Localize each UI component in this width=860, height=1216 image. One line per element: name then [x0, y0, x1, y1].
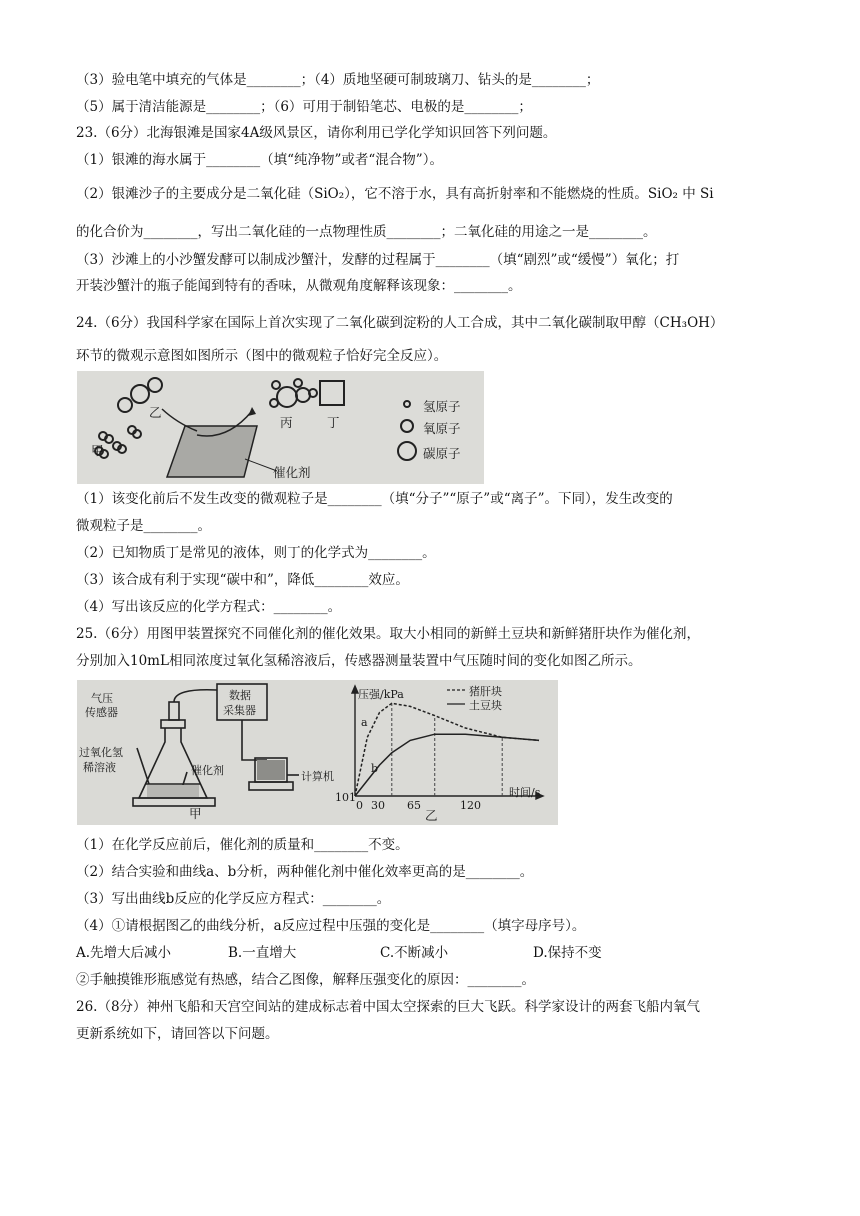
q26-stem-a: 26.（8分）神州飞船和天宫空间站的建成标志着中国太空探索的巨大飞跃。科学家设计的两套飞船内氧气 — [76, 999, 701, 1015]
q24-part2: （2）已知物质丁是常见的液体，则丁的化学式为________。 — [76, 545, 436, 561]
label-yi: 乙 — [149, 405, 162, 420]
legend-series-b: 土豆块 — [469, 699, 502, 712]
q25-part2: （2）结合实验和曲线a、b分析，两种催化剂中催化效率更高的是________。 — [76, 864, 534, 880]
catalyst-experiment-figure — [77, 680, 558, 825]
label-collector-1: 数据 — [229, 689, 251, 702]
legend-series-a: 猪肝块 — [469, 685, 502, 698]
label-solution-2: 稀溶液 — [83, 761, 116, 774]
chart-ylabel: 压强/kPa — [358, 688, 404, 701]
q25-part3: （3）写出曲线b反应的化学反应方程式：________。 — [76, 891, 391, 907]
q24-part4: （4）写出该反应的化学方程式：________。 — [76, 599, 342, 615]
q25-stem-a: 25.（6分）用图甲装置探究不同催化剂的催化效果。取大小相同的新鲜土豆块和新鲜猪肝块作为催化剂， — [76, 626, 701, 642]
q22-line-3-4: （3）验电笔中填充的气体是________；（4）质地坚硬可制玻璃刀、钻头的是________； — [76, 72, 600, 88]
x-tick-0: 0 — [356, 799, 363, 812]
label-sensor-2: 传感器 — [85, 706, 118, 719]
x-tick-30: 30 — [371, 799, 385, 812]
q24-stem-a: 24.（6分）我国科学家在国际上首次实现了二氧化碳到淀粉的人工合成，其中二氧化碳制取甲醇（CH₃OH） — [76, 315, 724, 331]
q25-part4-b: ②手触摸锥形瓶感觉有热感，结合乙图像，解释压强变化的原因：________。 — [76, 972, 535, 988]
q23-part2-b: 的化合价为________，写出二氧化硅的一点物理性质________；二氧化硅的用途之一是________。 — [76, 224, 657, 240]
label-sensor-1: 气压 — [91, 692, 113, 705]
option-b: B.一直增大 — [228, 945, 297, 961]
label-collector-2: 采集器 — [223, 704, 256, 717]
q24-part1-a: （1）该变化前后不发生改变的微观粒子是________（填“分子”“原子”或“离子”。下同），发生改变的 — [76, 491, 673, 507]
q25-stem-b: 分别加入10mL相同浓度过氧化氢稀溶液后，传感器测量装置中气压随时间的变化如图乙所示。 — [76, 653, 642, 669]
q23-part3-b: 开装沙蟹汁的瓶子能闻到特有的香味，从微观角度解释该现象：________。 — [76, 278, 522, 294]
y-tick-101: 101 — [335, 791, 356, 804]
curve-label-b: b — [371, 762, 379, 775]
option-d: D.保持不变 — [533, 945, 602, 961]
option-c: C.不断减小 — [380, 945, 449, 961]
q23-part1: （1）银滩的海水属于________（填“纯净物”或者“混合物”）。 — [76, 152, 443, 168]
legend-carbon: 碳原子 — [423, 446, 461, 461]
label-computer: 计算机 — [301, 770, 334, 783]
label-fig-yi: 乙 — [425, 808, 438, 823]
option-a: A.先增大后减小 — [76, 945, 172, 961]
label-ding: 丁 — [327, 415, 340, 430]
label-solution-1: 过氧化氢 — [79, 746, 123, 759]
legend-oxygen: 氧原子 — [423, 421, 461, 436]
label-catalyst: 催化剂 — [273, 465, 311, 480]
q24-stem-b: 环节的微观示意图如图所示（图中的微观粒子恰好完全反应）。 — [76, 348, 448, 364]
curve-a — [355, 703, 539, 796]
q24-part3: （3）该合成有利于实现“碳中和”，降低________效应。 — [76, 572, 409, 588]
legend-hydrogen: 氢原子 — [423, 399, 461, 414]
q22-line-5-6: （5）属于清洁能源是________；（6）可用于制铅笔芯、电极的是________； — [76, 99, 532, 115]
q26-stem-b: 更新系统如下，请回答以下问题。 — [76, 1026, 279, 1042]
label-jia: 甲 — [91, 443, 104, 458]
label-catalyst: 催化剂 — [191, 764, 224, 777]
chart-xlabel: 时间/s — [509, 786, 541, 799]
x-tick-65: 65 — [407, 799, 421, 812]
q23-stem: 23.（6分）北海银滩是国家4A级风景区，请你利用已学化学知识回答下列问题。 — [76, 125, 557, 141]
label-fig-jia: 甲 — [189, 806, 202, 821]
q23-part2-a: （2）银滩沙子的主要成分是二氧化硅（SiO₂），它不溶于水，具有高折射率和不能燃烧的性质。SiO₂ 中 Si — [76, 186, 714, 202]
q25-part4: （4）①请根据图乙的曲线分析，a反应过程中压强的变化是________（填字母序号）。 — [76, 918, 586, 934]
curve-label-a: a — [361, 716, 368, 729]
pressure-chart-marks — [355, 703, 539, 796]
reaction-micro-diagram — [77, 371, 484, 484]
q25-part1: （1）在化学反应前后，催化剂的质量和________不变。 — [76, 837, 409, 853]
x-tick-120: 120 — [460, 799, 481, 812]
q23-part3-a: （3）沙滩上的小沙蟹发酵可以制成沙蟹汁，发酵的过程属于________（填“剧烈”或“缓慢”）氧化；打 — [76, 252, 680, 268]
label-bing: 丙 — [280, 415, 293, 430]
q24-part1-b: 微观粒子是________。 — [76, 518, 211, 534]
